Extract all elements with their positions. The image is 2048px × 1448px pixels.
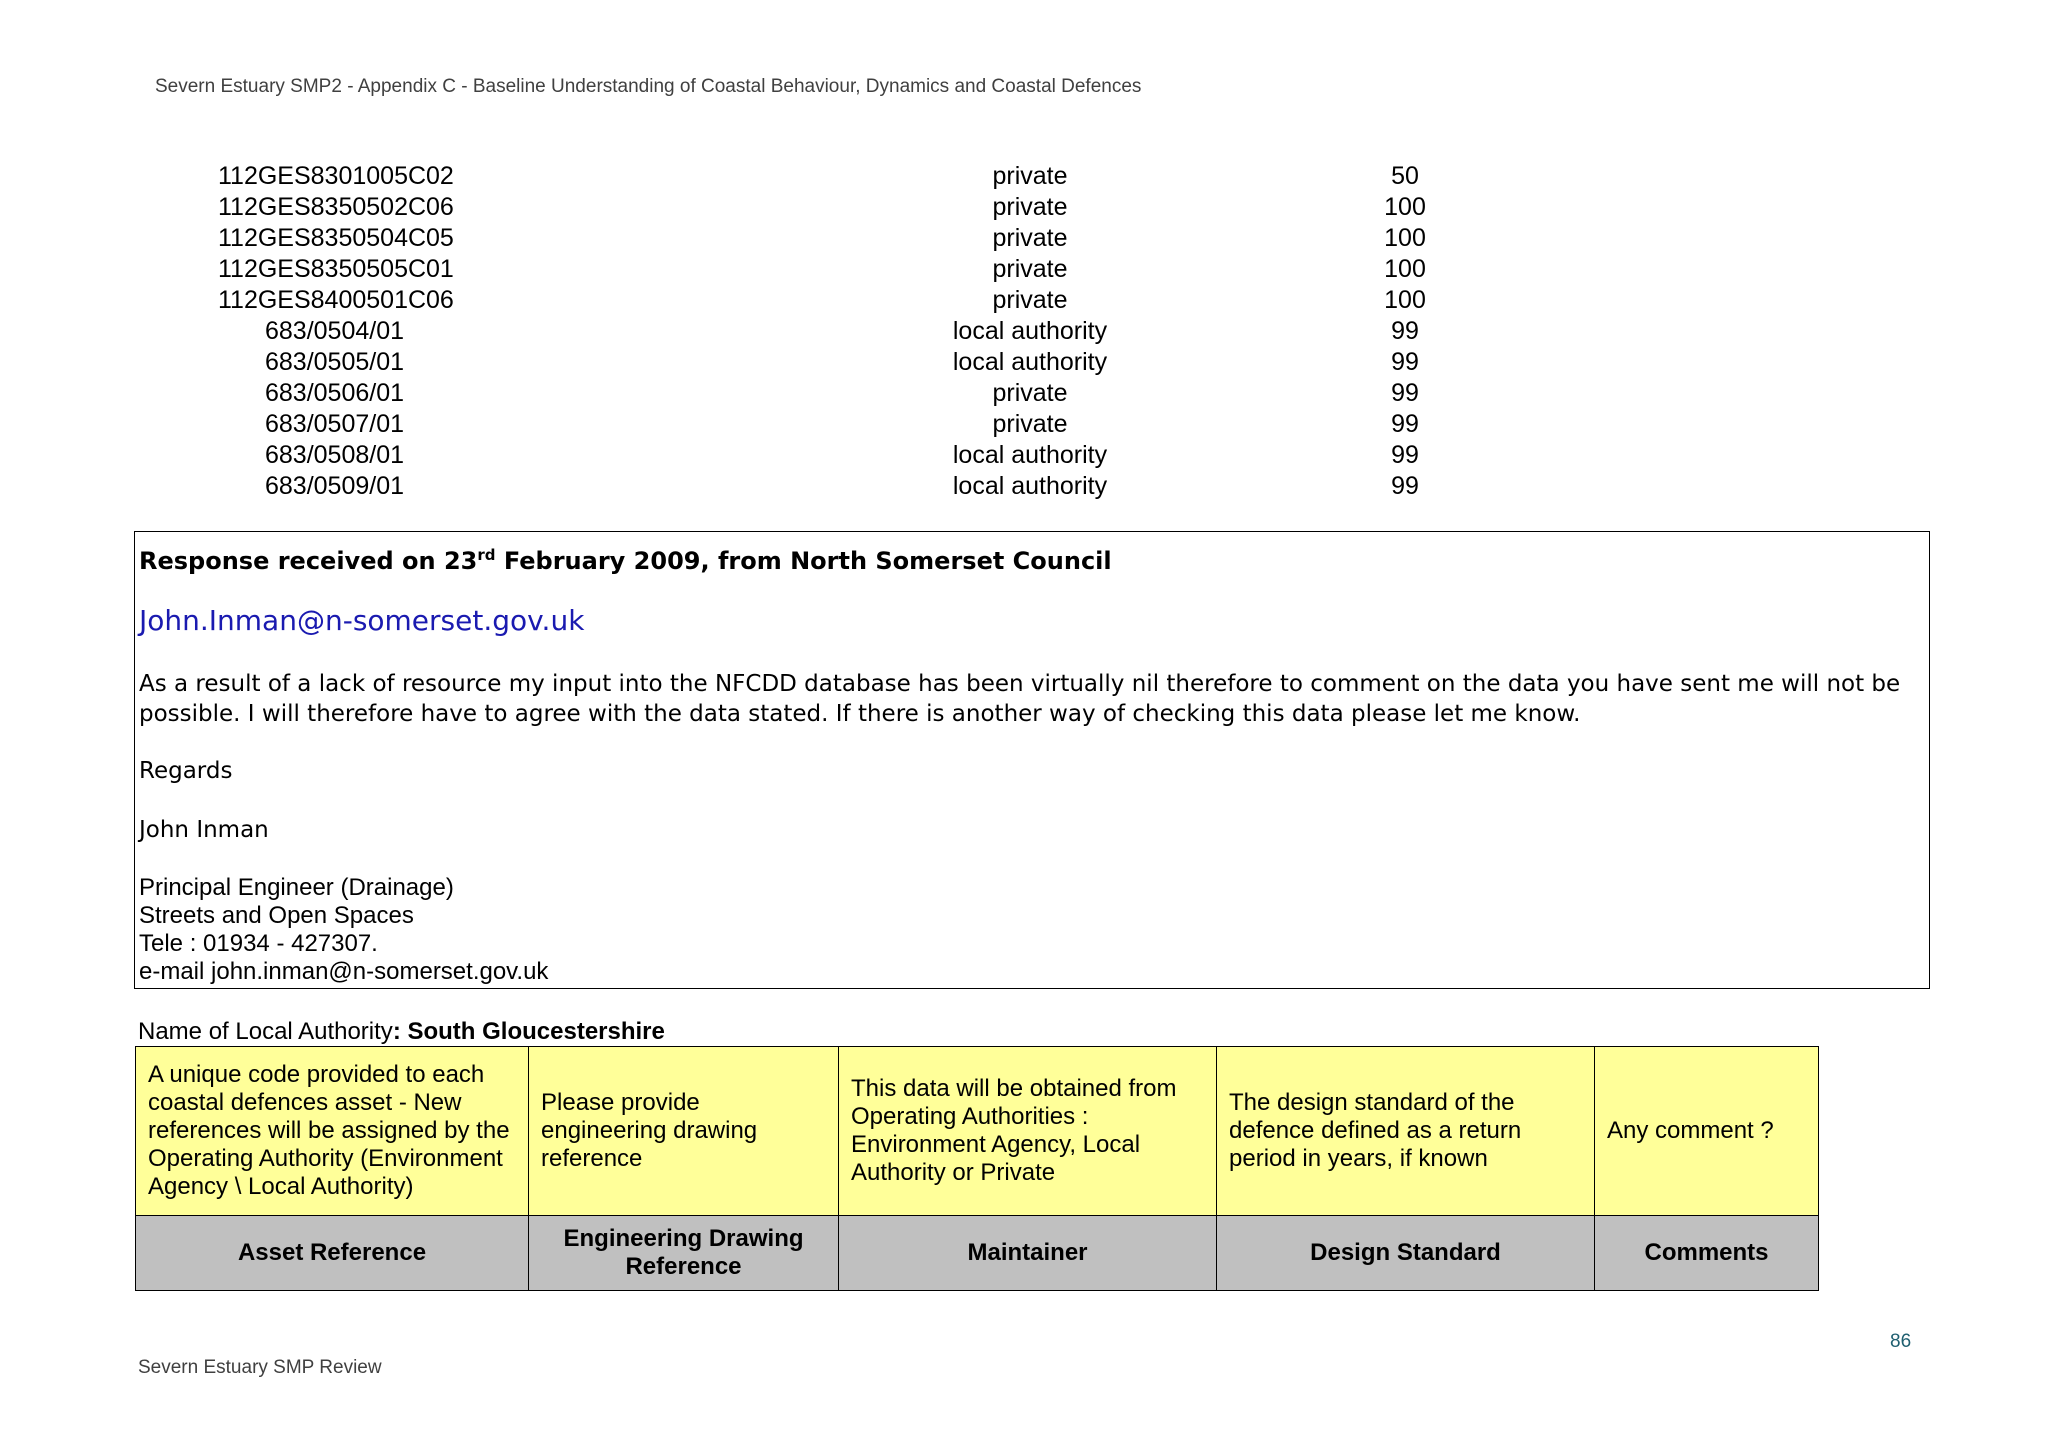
asset-reference: 683/0507/01: [265, 410, 405, 438]
asset-reference: 112GES8400501C06: [218, 286, 454, 314]
response-email-link[interactable]: John.Inman@n-somerset.gov.uk: [139, 604, 585, 637]
column-header: Comments: [1595, 1216, 1819, 1291]
description-cell: This data will be obtained from Operating Authorities : Environment Agency, Local Authority or Private: [839, 1047, 1217, 1216]
description-cell: A unique code provided to each coastal defences asset - New references will be assigned by the Operating Authority (Environment Agency \ Local Authority): [136, 1047, 529, 1216]
asset-maintainer: local authority: [952, 441, 1108, 469]
asset-design-standard: 99: [1391, 379, 1419, 407]
asset-design-standard: 99: [1391, 441, 1419, 469]
description-cell: Please provide engineering drawing reference: [529, 1047, 839, 1216]
asset-design-standard: 50: [1391, 162, 1419, 190]
asset-maintainer: private: [992, 193, 1068, 221]
signature-line: Tele : 01934 - 427307.: [139, 930, 378, 957]
description-cell: The design standard of the defence defined as a return period in years, if known: [1217, 1047, 1595, 1216]
response-body: As a result of a lack of resource my input into the NFCDD database has been virtually nil therefore to comment on the data you have sent me will not be possible. I will therefore have to agree with the data stated. If there is another way of checking this data please let me know.: [139, 671, 1901, 727]
column-header: Asset Reference: [136, 1216, 529, 1291]
column-header: Maintainer: [839, 1216, 1217, 1291]
asset-maintainer: private: [992, 224, 1068, 252]
asset-design-standard: 100: [1384, 255, 1426, 283]
response-regards: Regards: [139, 758, 233, 784]
asset-maintainer: private: [992, 162, 1068, 190]
asset-design-standard: 99: [1391, 348, 1419, 376]
asset-reference: 683/0509/01: [265, 472, 405, 500]
asset-design-standard: 100: [1384, 224, 1426, 252]
asset-maintainer: private: [992, 379, 1068, 407]
asset-reference: 112GES8350502C06: [218, 193, 454, 221]
asset-reference: 683/0508/01: [265, 441, 405, 469]
defence-form-table: [135, 1046, 1819, 1291]
signature-line: Principal Engineer (Drainage): [139, 874, 454, 901]
signature-line: Streets and Open Spaces: [139, 902, 414, 929]
description-cell: Any comment ?: [1595, 1047, 1819, 1216]
asset-reference: 112GES8350505C01: [218, 255, 454, 283]
asset-design-standard: 99: [1391, 317, 1419, 345]
asset-design-standard: 100: [1384, 193, 1426, 221]
running-footer: Severn Estuary SMP Review: [138, 1357, 382, 1378]
asset-maintainer: local authority: [952, 472, 1108, 500]
asset-maintainer: private: [992, 410, 1068, 438]
header-row: [136, 1216, 1819, 1291]
asset-reference: 683/0504/01: [265, 317, 405, 345]
asset-maintainer: local authority: [952, 317, 1108, 345]
asset-reference: 112GES8301005C02: [218, 162, 454, 190]
response-box: [134, 531, 1930, 989]
asset-design-standard: 99: [1391, 410, 1419, 438]
running-header: Severn Estuary SMP2 - Appendix C - Baseline Understanding of Coastal Behaviour, Dynamics and Coastal Defences: [155, 76, 1142, 97]
asset-design-standard: 100: [1384, 286, 1426, 314]
local-authority-name: Name of Local Authority: South Gloucestershire: [138, 1018, 665, 1045]
asset-maintainer: private: [992, 255, 1068, 283]
response-title: Response received on 23rd February 2009, from North Somerset Council: [139, 546, 1112, 575]
page-number: 86: [1890, 1331, 1912, 1352]
column-header: Engineering Drawing Reference: [529, 1216, 839, 1291]
signature-line: e-mail john.inman@n-somerset.gov.uk: [139, 958, 549, 985]
asset-reference: 683/0506/01: [265, 379, 405, 407]
column-header: Design Standard: [1217, 1216, 1595, 1291]
asset-reference: 112GES8350504C05: [218, 224, 454, 252]
asset-maintainer: private: [992, 286, 1068, 314]
asset-maintainer: local authority: [952, 348, 1108, 376]
asset-design-standard: 99: [1391, 472, 1419, 500]
asset-reference: 683/0505/01: [265, 348, 405, 376]
response-name: John Inman: [139, 817, 269, 843]
description-row: [136, 1047, 1819, 1216]
